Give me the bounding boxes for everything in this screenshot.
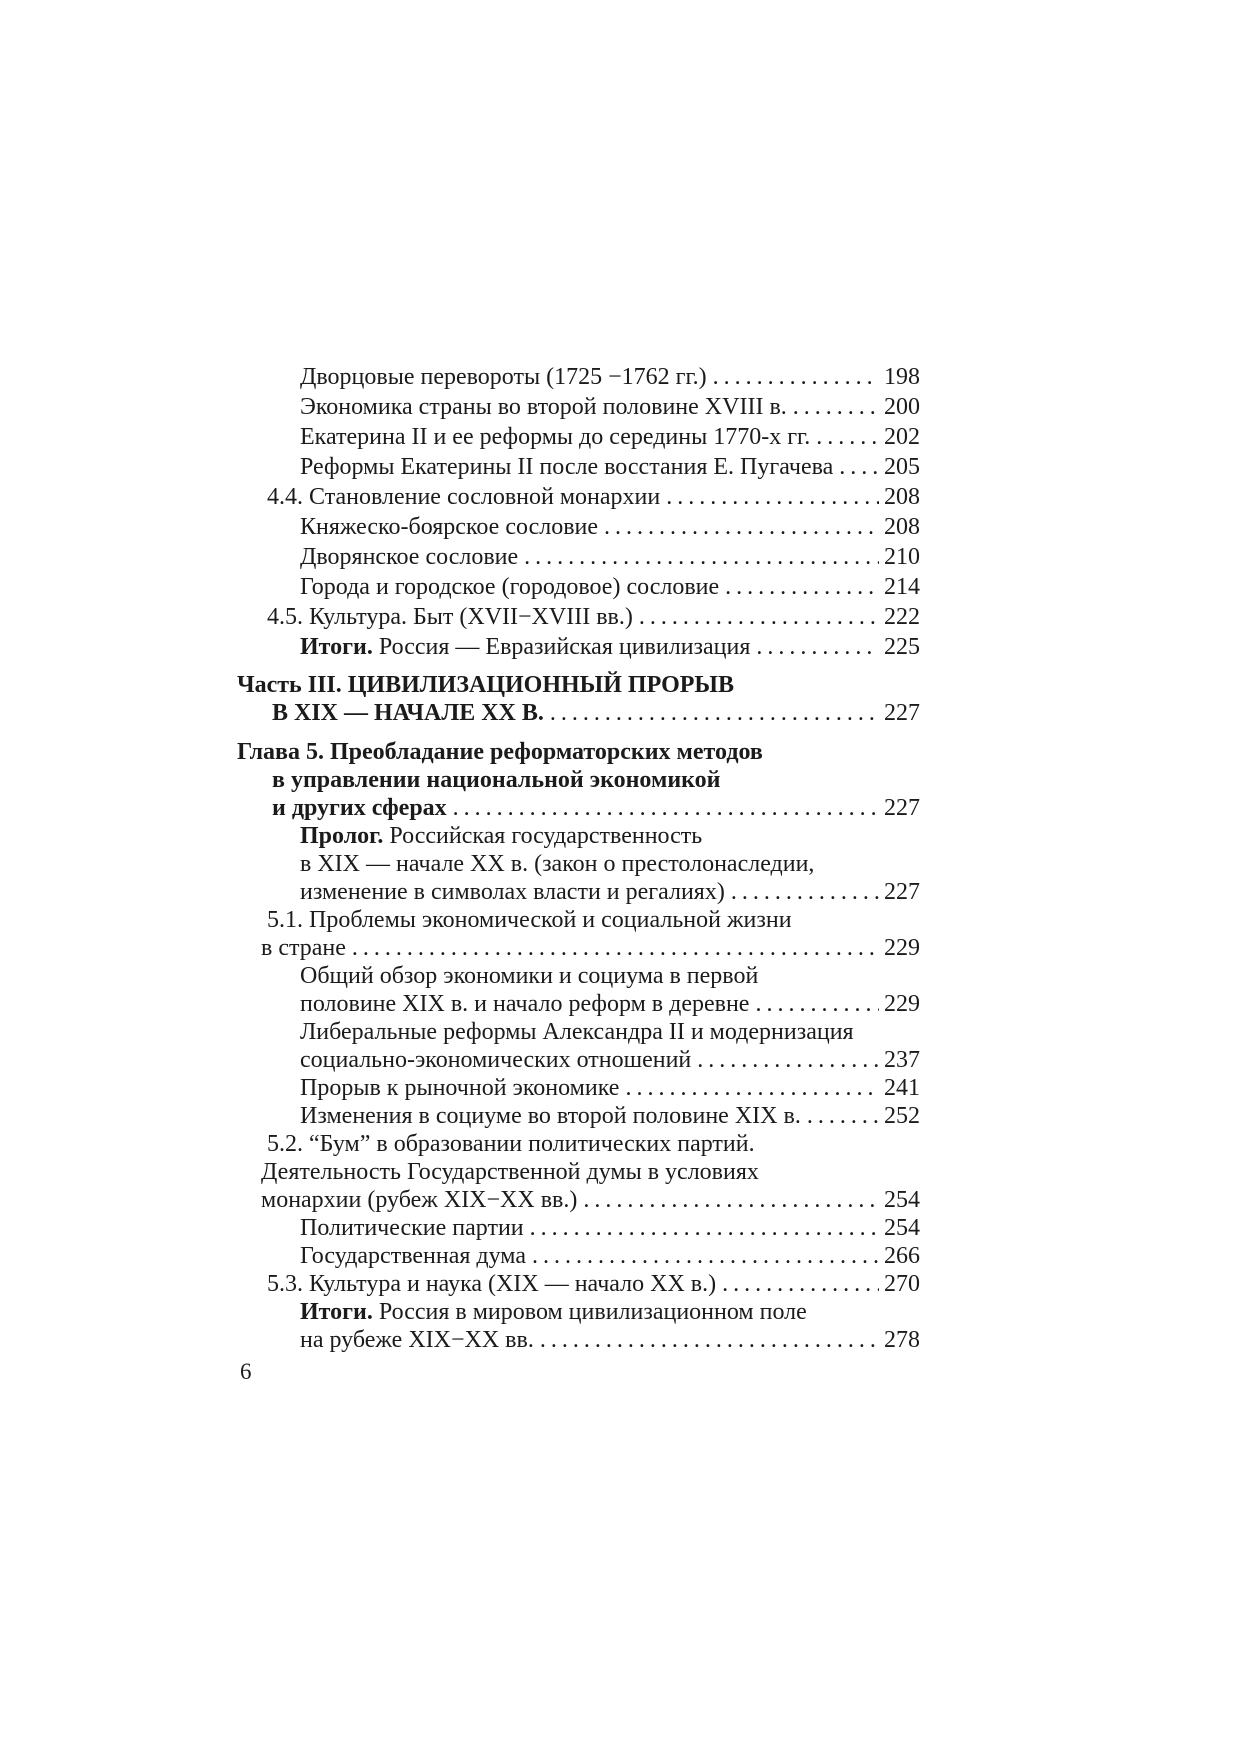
- toc-entry-title: Экономика страны во второй половине XVIII в.: [300, 394, 787, 420]
- toc-entry: [237, 850, 920, 878]
- toc-entry-title: в управлении национальной экономикой: [272, 767, 721, 793]
- toc-entry-title: в XIX — начале XX в. (закон о престолонаследии,: [300, 851, 815, 877]
- toc-entry-title: Общий обзор экономики и социума в первой: [300, 963, 759, 989]
- toc-entry-title: и других сферах: [272, 795, 447, 821]
- toc-entry-title: половине XIX в. и начало реформ в деревне: [300, 991, 750, 1017]
- dot-leader: [453, 794, 879, 822]
- page-number: 6: [240, 1359, 252, 1384]
- toc-entry: [237, 878, 920, 906]
- toc-entry-page: 229: [884, 991, 920, 1017]
- dot-leader: [697, 1046, 879, 1074]
- dot-leader: [639, 602, 879, 632]
- toc-entry-title: Прорыв к рыночной экономике: [300, 1075, 620, 1101]
- toc-entry: [237, 699, 920, 727]
- toc-entry: [237, 362, 920, 392]
- toc-entry-page: 205: [884, 454, 920, 480]
- toc-entry: [237, 822, 920, 850]
- toc-entry: [237, 766, 920, 794]
- toc-entry-title: Политические партии: [300, 1215, 524, 1241]
- toc-entry-title: Княжеско-боярское сословие: [300, 514, 599, 540]
- toc-entry-page: 278: [884, 1327, 920, 1353]
- toc-entry-title: монархии (рубеж XIX−XX вв.): [261, 1187, 578, 1213]
- toc-entry-lead: Пролог.: [300, 823, 384, 849]
- toc-entry-title: Города и городское (городовое) сословие: [300, 574, 720, 600]
- toc-entry-page: 241: [884, 1075, 920, 1101]
- toc-entry-page: 214: [884, 574, 920, 600]
- dot-leader: [755, 990, 879, 1018]
- toc-entry-page: 252: [884, 1103, 920, 1129]
- toc-entry: [237, 738, 920, 766]
- toc-entry-title: 5.1. Проблемы экономической и социальной жизни: [267, 907, 792, 933]
- toc-entry: [237, 452, 920, 482]
- dot-leader: [532, 1242, 879, 1270]
- toc-entry-page: 202: [884, 424, 920, 450]
- toc-entry-lead: Итоги.: [300, 634, 373, 660]
- toc-entry: [237, 1018, 920, 1046]
- toc-entry-title: Екатерина II и ее реформы до середины 1770-х гг.: [300, 424, 811, 450]
- toc-entry-page: 237: [884, 1047, 920, 1073]
- toc-entry-title: 4.5. Культура. Быт (XVII−XVIII вв.): [267, 604, 633, 630]
- toc-entry: [237, 1326, 920, 1354]
- toc-entry-page: 198: [884, 364, 920, 390]
- toc-entry: [237, 1186, 920, 1214]
- dot-leader: [793, 392, 879, 422]
- toc-entry-title: Дворянское сословие: [300, 544, 519, 570]
- dot-leader: [352, 934, 879, 962]
- toc-entry: [237, 1074, 920, 1102]
- toc-entry: [237, 934, 920, 962]
- toc-entry: [237, 671, 920, 699]
- toc-entry: [237, 482, 920, 512]
- toc-entry-title: 5.3. Культура и наука (XIX — начало XX в.): [267, 1271, 717, 1297]
- toc-entry-title: Россия — Евразийская цивилизация: [372, 634, 751, 660]
- toc-entry: [237, 1298, 920, 1326]
- toc-entry-title: 5.2. “Бум” в образовании политических партий.: [267, 1131, 755, 1157]
- dot-leader: [583, 1186, 879, 1214]
- toc-entry: [237, 1130, 920, 1158]
- toc-group: [237, 671, 920, 727]
- dot-leader: [604, 512, 879, 542]
- toc-entry: [237, 512, 920, 542]
- dot-leader: [530, 1214, 879, 1242]
- toc-entry: [237, 1242, 920, 1270]
- toc-entry: [237, 962, 920, 990]
- toc-entry: [237, 794, 920, 822]
- toc-entry: [237, 572, 920, 602]
- toc-entry-title: 4.4. Становление сословной монархии: [267, 484, 661, 510]
- dot-leader: [540, 1326, 879, 1354]
- toc-entry: [237, 1102, 920, 1130]
- toc-entry: [237, 542, 920, 572]
- toc-entry: [237, 1270, 920, 1298]
- toc-entry-title: Российская государственность: [383, 823, 703, 849]
- toc-entry-page: 266: [884, 1243, 920, 1269]
- toc-entry-title: изменение в символах власти и регалиях): [300, 879, 725, 905]
- dot-leader: [524, 542, 879, 572]
- toc-entry-page: 210: [884, 544, 920, 570]
- toc-entry-page: 200: [884, 394, 920, 420]
- toc-entry-page: 270: [884, 1271, 920, 1297]
- toc-entry-title: на рубеже XIX−XX вв.: [300, 1327, 534, 1353]
- dot-leader: [666, 482, 879, 512]
- toc-entry-page: 225: [884, 634, 920, 660]
- toc-entry: [237, 422, 920, 452]
- dot-leader: [550, 699, 879, 727]
- toc-entry-page: 227: [884, 879, 920, 905]
- toc-entry: [237, 602, 920, 632]
- dot-leader: [725, 572, 879, 602]
- toc-entry-title: Деятельность Государственной думы в условиях: [261, 1159, 759, 1185]
- toc-entry-page: 208: [884, 514, 920, 540]
- toc-entry-title: Либеральные реформы Александра II и модернизация: [300, 1019, 854, 1045]
- toc-entry-title: Россия в мировом цивилизационном поле: [372, 1299, 807, 1325]
- toc-entry-page: 254: [884, 1187, 920, 1213]
- toc-entry-title: Дворцовые перевороты (1725 −1762 гг.): [300, 364, 707, 390]
- toc-entry-title: социально-экономических отношений: [300, 1047, 692, 1073]
- toc-entry: [237, 632, 920, 662]
- toc-entry-title: В XIX — НАЧАЛЕ XX В.: [272, 700, 544, 726]
- toc-group: [237, 738, 920, 1354]
- dot-leader: [722, 1270, 879, 1298]
- toc-entry-title: в стране: [261, 935, 346, 961]
- toc-entry-page: 227: [884, 700, 920, 726]
- toc-entry-page: 208: [884, 484, 920, 510]
- toc-entry-title: Изменения в социуме во второй половине XIX в.: [300, 1103, 801, 1129]
- toc-entry-title: Государственная дума: [300, 1243, 526, 1269]
- dot-leader: [816, 422, 879, 452]
- dot-leader: [625, 1074, 879, 1102]
- toc-entry: [237, 990, 920, 1018]
- toc-entry-title: Часть III. ЦИВИЛИЗАЦИОННЫЙ ПРОРЫВ: [237, 672, 734, 698]
- toc-entry-title: Реформы Екатерины II после восстания Е. Пугачева: [300, 454, 834, 480]
- dot-leader: [839, 452, 879, 482]
- dot-leader: [756, 632, 879, 662]
- toc-entry-title: Глава 5. Преобладание реформаторских методов: [237, 739, 763, 765]
- toc-entry: [237, 1046, 920, 1074]
- table-of-contents: [237, 362, 920, 1354]
- toc-entry: [237, 906, 920, 934]
- toc-entry-page: 254: [884, 1215, 920, 1241]
- toc-group: [237, 362, 920, 662]
- dot-leader: [807, 1102, 879, 1130]
- dot-leader: [731, 878, 879, 906]
- toc-entry-page: 222: [884, 604, 920, 630]
- toc-entry: [237, 1214, 920, 1242]
- dot-leader: [713, 362, 879, 392]
- toc-entry: [237, 392, 920, 422]
- toc-entry: [237, 1158, 920, 1186]
- toc-entry-page: 229: [884, 935, 920, 961]
- toc-entry-page: 227: [884, 795, 920, 821]
- toc-entry-lead: Итоги.: [300, 1299, 373, 1325]
